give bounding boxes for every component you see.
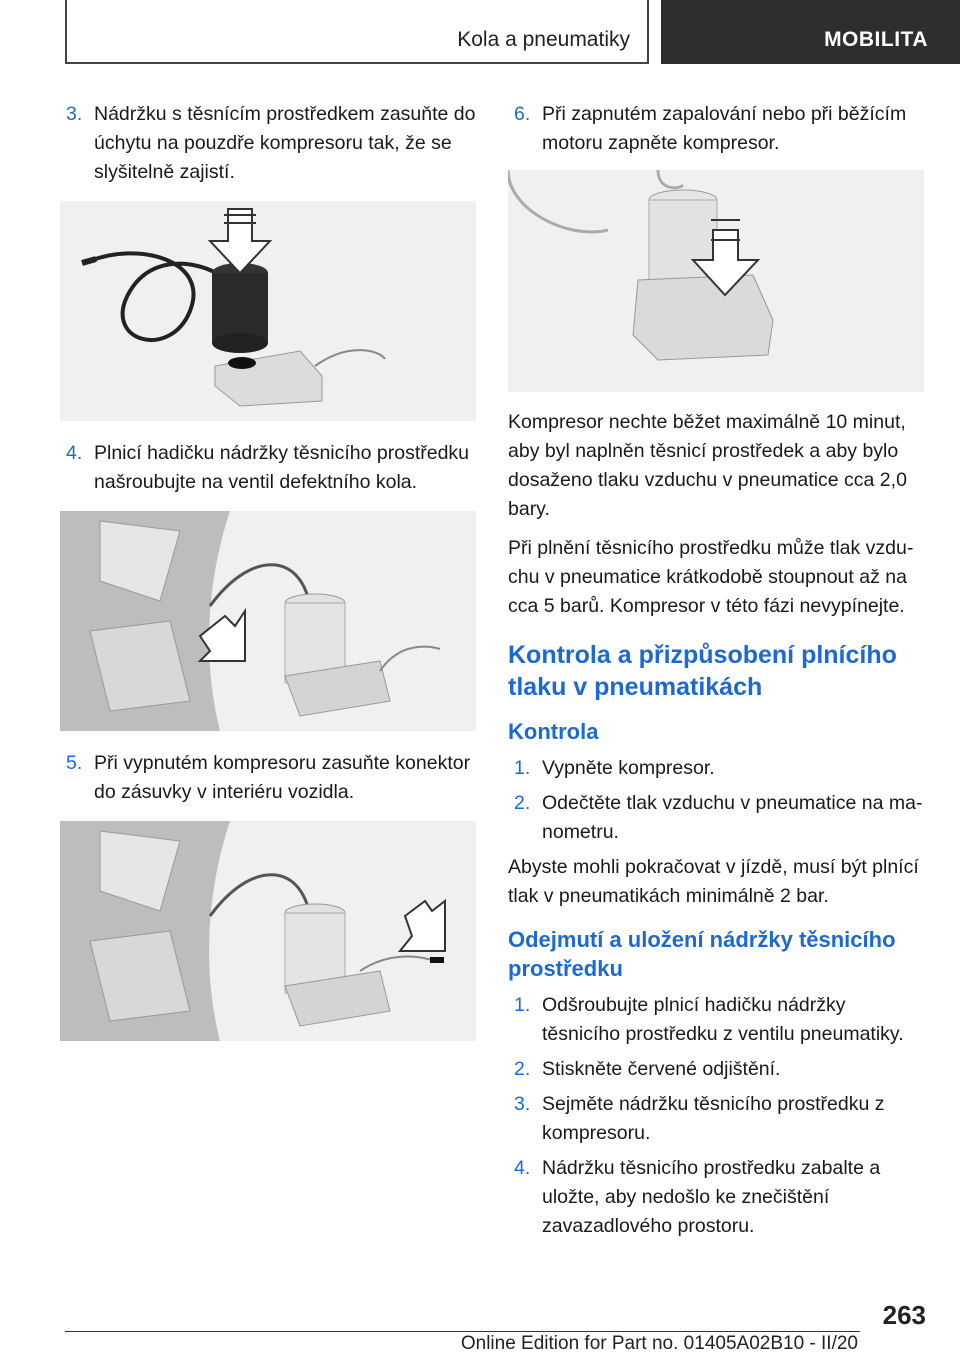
step-text: Vypněte kompresor. bbox=[542, 757, 715, 779]
chapter-label: MOBILITA bbox=[824, 28, 928, 51]
figure-connector-socket bbox=[60, 821, 476, 1041]
step-text: Odečtěte tlak vzduchu v pneumatice na manometru. bbox=[542, 792, 923, 843]
figure-compressor-on bbox=[508, 170, 924, 392]
step-number: 3. bbox=[66, 103, 83, 125]
right-column bbox=[508, 100, 924, 1247]
step-3 bbox=[60, 100, 476, 187]
edition-note: Online Edition for Part no. 01405A02B10 - II/20 bbox=[460, 1333, 858, 1354]
step-4 bbox=[60, 439, 476, 497]
step-number: 2. bbox=[514, 1058, 531, 1080]
step-number: 1. bbox=[514, 757, 531, 779]
removal-step-3 bbox=[508, 1090, 924, 1148]
removal-step-1 bbox=[508, 991, 924, 1049]
footer-divider bbox=[65, 1331, 860, 1332]
step-text: Sejměte nádržku těsnicího prostředku z kompresoru. bbox=[542, 1093, 885, 1144]
paragraph-pressure-rise: Při plnění těsnicího prostředku může tlak vzduchu v pneumatice krátkodobě stoupnout až na cca 5 barů. Kompresor v této fázi nevypínejte. bbox=[508, 537, 914, 617]
step-number: 2. bbox=[514, 792, 531, 814]
step-5 bbox=[60, 749, 476, 807]
step-number: 5. bbox=[66, 752, 83, 774]
step-text: Plnicí hadičku nádržky těsnicího prostředku našroubujte na ventil defektního kola. bbox=[94, 442, 470, 493]
paragraph-min-pressure: Abyste mohli pokračovat v jízdě, musí být plnící tlak v pneumatikách minimálně 2 bar. bbox=[508, 856, 919, 907]
removal-step-2 bbox=[508, 1055, 924, 1084]
paragraph-run-time: Kompresor nechte běžet maximálně 10 minut, aby byl naplněn těsnicí prostředek a aby bylo dosaženo tlaku vzduchu v pneumatice cca 2,0 bary. bbox=[508, 411, 907, 520]
step-number: 3. bbox=[514, 1093, 531, 1115]
figure-hose-valve bbox=[60, 511, 476, 731]
plug-illustration bbox=[60, 821, 476, 1041]
tire-compressor-illustration bbox=[60, 511, 476, 731]
heading-remove-store: Odejmutí a uložení nádržky těsnicího prostředku bbox=[508, 927, 896, 981]
step-text: Nádržku s těsnícím prostředkem zasuňte do úchytu na pouzdře kompresoru tak, že se slyšitelně zajistí. bbox=[94, 103, 476, 183]
step-number: 4. bbox=[66, 442, 83, 464]
figure-sealant-attach bbox=[60, 201, 476, 421]
step-text: Odšroubujte plnicí hadičku nádržky těsnicího prostředku z ventilu pneumatiky. bbox=[542, 994, 904, 1045]
step-text: Stiskněte červené odjištění. bbox=[542, 1058, 781, 1080]
step-text: Při zapnutém zapalování nebo při běžícím motoru zapněte kompresor. bbox=[542, 103, 907, 154]
heading-kontrola: Kontrola bbox=[508, 719, 599, 744]
left-column bbox=[60, 100, 476, 1041]
step-text: Při vypnutém kompresoru zasuňte konektor do zásuvky v interiéru vozidla. bbox=[94, 752, 471, 803]
heading-pressure-check: Kontrola a přizpůsobení plnícího tlaku v pneumatikách bbox=[508, 641, 897, 701]
compressor-illustration bbox=[60, 201, 476, 421]
section-title: Kola a pneumatiky bbox=[457, 28, 630, 51]
page-number: 263 bbox=[882, 1300, 926, 1330]
kontrola-step-1 bbox=[508, 754, 924, 783]
kontrola-step-2 bbox=[508, 789, 924, 847]
step-6 bbox=[508, 100, 924, 158]
step-number: 4. bbox=[514, 1157, 531, 1179]
step-number: 1. bbox=[514, 994, 531, 1016]
step-text: Nádržku těsnicího prostředku zabalte a uložte, aby nedošlo ke znečištění zavazadlového prostoru. bbox=[542, 1157, 881, 1237]
removal-step-4 bbox=[508, 1154, 924, 1241]
compressor-switch-illustration bbox=[508, 170, 924, 392]
chapter-tab bbox=[661, 0, 960, 64]
step-number: 6. bbox=[514, 103, 531, 125]
